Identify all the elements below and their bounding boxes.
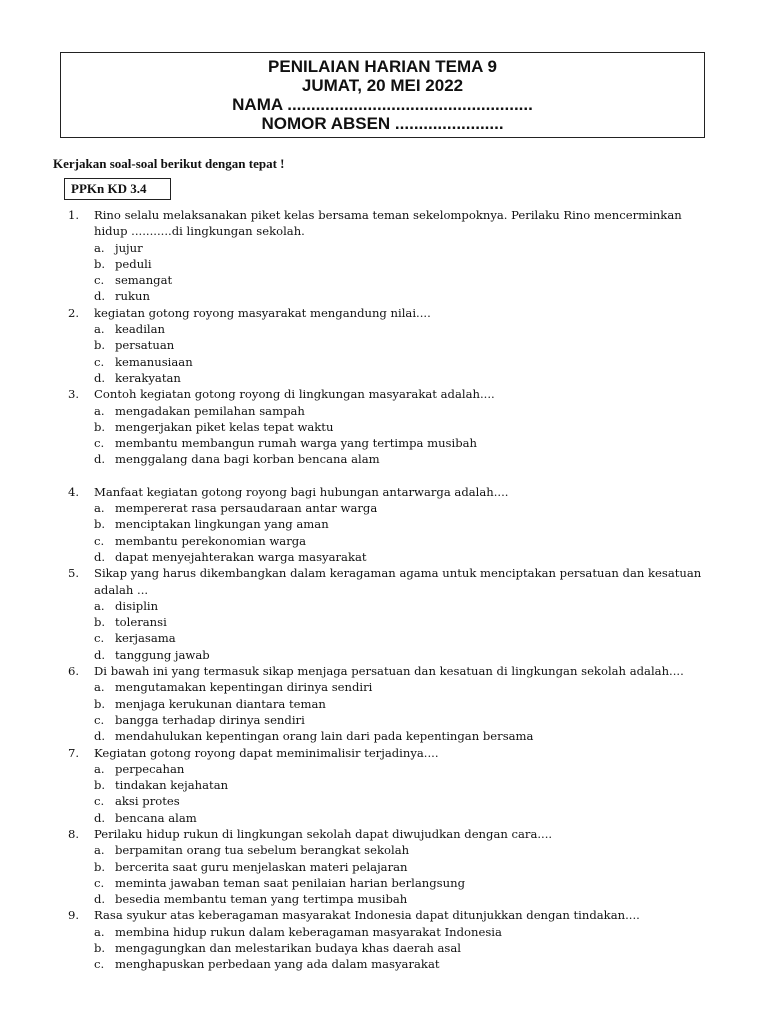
option-letter: b. — [94, 941, 106, 956]
option-text: peduli — [115, 256, 152, 271]
option-letter: b. — [94, 615, 106, 630]
option-letter: d. — [94, 729, 106, 744]
answer-option — [94, 614, 718, 630]
question-text: Rino selalu melaksanakan piket kelas bersama teman sekelompoknya. Perilaku Rino mencerminkan hidup ...........di lingkungan sekolah. — [94, 208, 682, 239]
option-letter: d. — [94, 892, 106, 907]
option-text: menggalang dana bagi korban bencana alam — [115, 452, 380, 467]
question-item — [68, 907, 718, 972]
option-text: kerjasama — [115, 631, 176, 646]
option-text: jujur — [115, 240, 143, 255]
option-letter: a. — [94, 924, 105, 939]
option-text: persatuan — [115, 338, 175, 353]
option-letter: d. — [94, 370, 106, 385]
option-text: semangat — [115, 273, 173, 288]
option-letter: b. — [94, 517, 106, 532]
answer-option — [94, 598, 718, 614]
question-number: 2. — [68, 305, 80, 320]
question-number: 1. — [68, 208, 80, 222]
answer-option — [94, 712, 718, 728]
answer-options — [94, 679, 718, 744]
option-letter: a. — [94, 240, 105, 255]
option-text: mengerjakan piket kelas tepat waktu — [115, 419, 334, 434]
answer-option — [94, 842, 718, 858]
option-letter: b. — [94, 778, 106, 793]
question-item — [68, 565, 718, 663]
exam-date: JUMAT, 20 MEI 2022 — [301, 76, 464, 95]
question-item — [68, 745, 718, 826]
name-field-line: NAMA .................................................... — [232, 95, 533, 114]
option-text: kerakyatan — [115, 370, 181, 385]
absence-number-line: NOMOR ABSEN ....................... — [261, 114, 504, 133]
option-text: berpamitan orang tua sebelum berangkat sekolah — [115, 843, 410, 858]
answer-option — [94, 354, 718, 370]
answer-options — [94, 321, 718, 386]
answer-option — [94, 924, 718, 940]
subject-label: PPKn KD 3.4 — [64, 178, 171, 200]
option-text: mempererat rasa persaudaraan antar warga — [115, 501, 378, 516]
answer-option — [94, 370, 718, 386]
answer-option — [94, 696, 718, 712]
question-number: 9. — [68, 908, 80, 923]
option-text: menciptakan lingkungan yang aman — [115, 517, 329, 532]
answer-option — [94, 875, 718, 891]
answer-option — [94, 549, 718, 565]
answer-option — [94, 337, 718, 353]
question-text: Sikap yang harus dikembangkan dalam keragaman agama untuk menciptakan persatuan dan kesatuan adalah ... — [94, 566, 702, 597]
option-letter: b. — [94, 419, 106, 434]
answer-option — [94, 288, 718, 304]
option-text: mengadakan pemilahan sampah — [115, 403, 305, 418]
option-text: meminta jawaban teman saat penilaian harian berlangsung — [115, 875, 465, 890]
option-letter: c. — [94, 957, 105, 972]
answer-option — [94, 435, 718, 451]
option-letter: c. — [94, 436, 105, 451]
answer-option — [94, 516, 718, 532]
option-text: disiplin — [115, 598, 159, 613]
option-letter: c. — [94, 273, 105, 288]
answer-option — [94, 810, 718, 826]
option-letter: c. — [94, 631, 105, 646]
option-text: mendahulukan kepentingan orang lain dari pada kepentingan bersama — [115, 729, 534, 744]
option-text: tanggung jawab — [115, 647, 210, 662]
answer-option — [94, 256, 718, 272]
option-letter: a. — [94, 761, 105, 776]
answer-option — [94, 403, 718, 419]
question-text: Rasa syukur atas keberagaman masyarakat Indonesia dapat ditunjukkan dengan tindakan.... — [94, 908, 640, 923]
answer-option — [94, 777, 718, 793]
question-number: 8. — [68, 826, 80, 841]
answer-option — [94, 761, 718, 777]
option-letter: d. — [94, 647, 106, 662]
option-letter: d. — [94, 452, 106, 467]
question-number: 6. — [68, 664, 80, 679]
option-letter: c. — [94, 875, 105, 890]
option-text: menjaga kerukunan diantara teman — [115, 696, 326, 711]
option-text: perpecahan — [115, 761, 185, 776]
blank-spacer — [68, 468, 718, 484]
option-text: bangga terhadap dirinya sendiri — [115, 712, 305, 727]
answer-options — [94, 761, 718, 826]
question-list — [68, 207, 718, 973]
option-text: aksi protes — [115, 794, 180, 809]
question-text: Kegiatan gotong royong dapat meminimalisir terjadinya.... — [94, 745, 439, 760]
question-item — [68, 207, 718, 305]
option-text: mengutamakan kepentingan dirinya sendiri — [115, 680, 373, 695]
answer-options — [94, 924, 718, 973]
question-text: Di bawah ini yang termasuk sikap menjaga persatuan dan kesatuan di lingkungan sekolah adalah.... — [94, 664, 684, 679]
answer-options — [94, 598, 718, 663]
option-text: tindakan kejahatan — [115, 778, 229, 793]
question-item — [68, 386, 718, 467]
exam-header-box — [60, 52, 705, 138]
answer-option — [94, 793, 718, 809]
option-text: kemanusiaan — [115, 354, 193, 369]
question-text: Manfaat kegiatan gotong royong bagi hubungan antarwarga adalah.... — [94, 484, 509, 499]
option-text: besedia membantu teman yang tertimpa musibah — [115, 892, 408, 907]
question-item — [68, 305, 718, 386]
option-text: membina hidup rukun dalam keberagaman masyarakat Indonesia — [115, 924, 502, 939]
option-letter: c. — [94, 794, 105, 809]
answer-option — [94, 630, 718, 646]
answer-option — [94, 859, 718, 875]
question-number: 4. — [68, 484, 80, 499]
answer-option — [94, 533, 718, 549]
option-letter: b. — [94, 696, 106, 711]
question-text: kegiatan gotong royong masyarakat mengandung nilai.... — [94, 305, 431, 320]
option-letter: a. — [94, 598, 105, 613]
answer-option — [94, 272, 718, 288]
option-text: bercerita saat guru menjelaskan materi pelajaran — [115, 859, 408, 874]
answer-option — [94, 728, 718, 744]
option-letter: c. — [94, 354, 105, 369]
instruction-text: Kerjakan soal-soal berikut dengan tepat ! — [53, 156, 285, 171]
question-number: 3. — [68, 387, 80, 402]
option-text: dapat menyejahterakan warga masyarakat — [115, 549, 367, 564]
option-text: keadilan — [115, 322, 166, 337]
option-letter: b. — [94, 859, 106, 874]
question-number: 7. — [68, 745, 80, 760]
question-item — [68, 826, 718, 907]
exam-title: PENILAIAN HARIAN TEMA 9 — [268, 57, 497, 76]
answer-option — [94, 891, 718, 907]
option-text: mengagungkan dan melestarikan budaya khas daerah asal — [115, 941, 461, 956]
option-letter: b. — [94, 338, 106, 353]
answer-options — [94, 403, 718, 468]
answer-option — [94, 451, 718, 467]
option-letter: c. — [94, 533, 105, 548]
option-letter: d. — [94, 810, 106, 825]
option-text: bencana alam — [115, 810, 197, 825]
question-text: Contoh kegiatan gotong royong di lingkungan masyarakat adalah.... — [94, 387, 495, 402]
option-letter: a. — [94, 501, 105, 516]
option-letter: d. — [94, 549, 106, 564]
option-letter: a. — [94, 843, 105, 858]
option-text: membantu membangun rumah warga yang tertimpa musibah — [115, 436, 478, 451]
answer-option — [94, 240, 718, 256]
question-item — [68, 484, 718, 565]
option-letter: b. — [94, 256, 106, 271]
option-letter: a. — [94, 680, 105, 695]
option-letter: a. — [94, 322, 105, 337]
answer-option — [94, 419, 718, 435]
option-letter: d. — [94, 289, 106, 304]
option-text: toleransi — [115, 615, 167, 630]
question-number: 5. — [68, 566, 80, 581]
answer-option — [94, 647, 718, 663]
answer-option — [94, 679, 718, 695]
option-letter: a. — [94, 403, 105, 418]
option-text: menghapuskan perbedaan yang ada dalam masyarakat — [115, 957, 440, 972]
question-text: Perilaku hidup rukun di lingkungan sekolah dapat diwujudkan dengan cara.... — [94, 826, 553, 841]
option-text: membantu perekonomian warga — [115, 533, 307, 548]
question-item — [68, 663, 718, 744]
answer-options — [94, 240, 718, 305]
answer-option — [94, 500, 718, 516]
answer-options — [94, 500, 718, 565]
answer-options — [94, 842, 718, 907]
answer-option — [94, 956, 718, 972]
option-letter: c. — [94, 712, 105, 727]
answer-option — [94, 940, 718, 956]
option-text: rukun — [115, 289, 150, 304]
answer-option — [94, 321, 718, 337]
